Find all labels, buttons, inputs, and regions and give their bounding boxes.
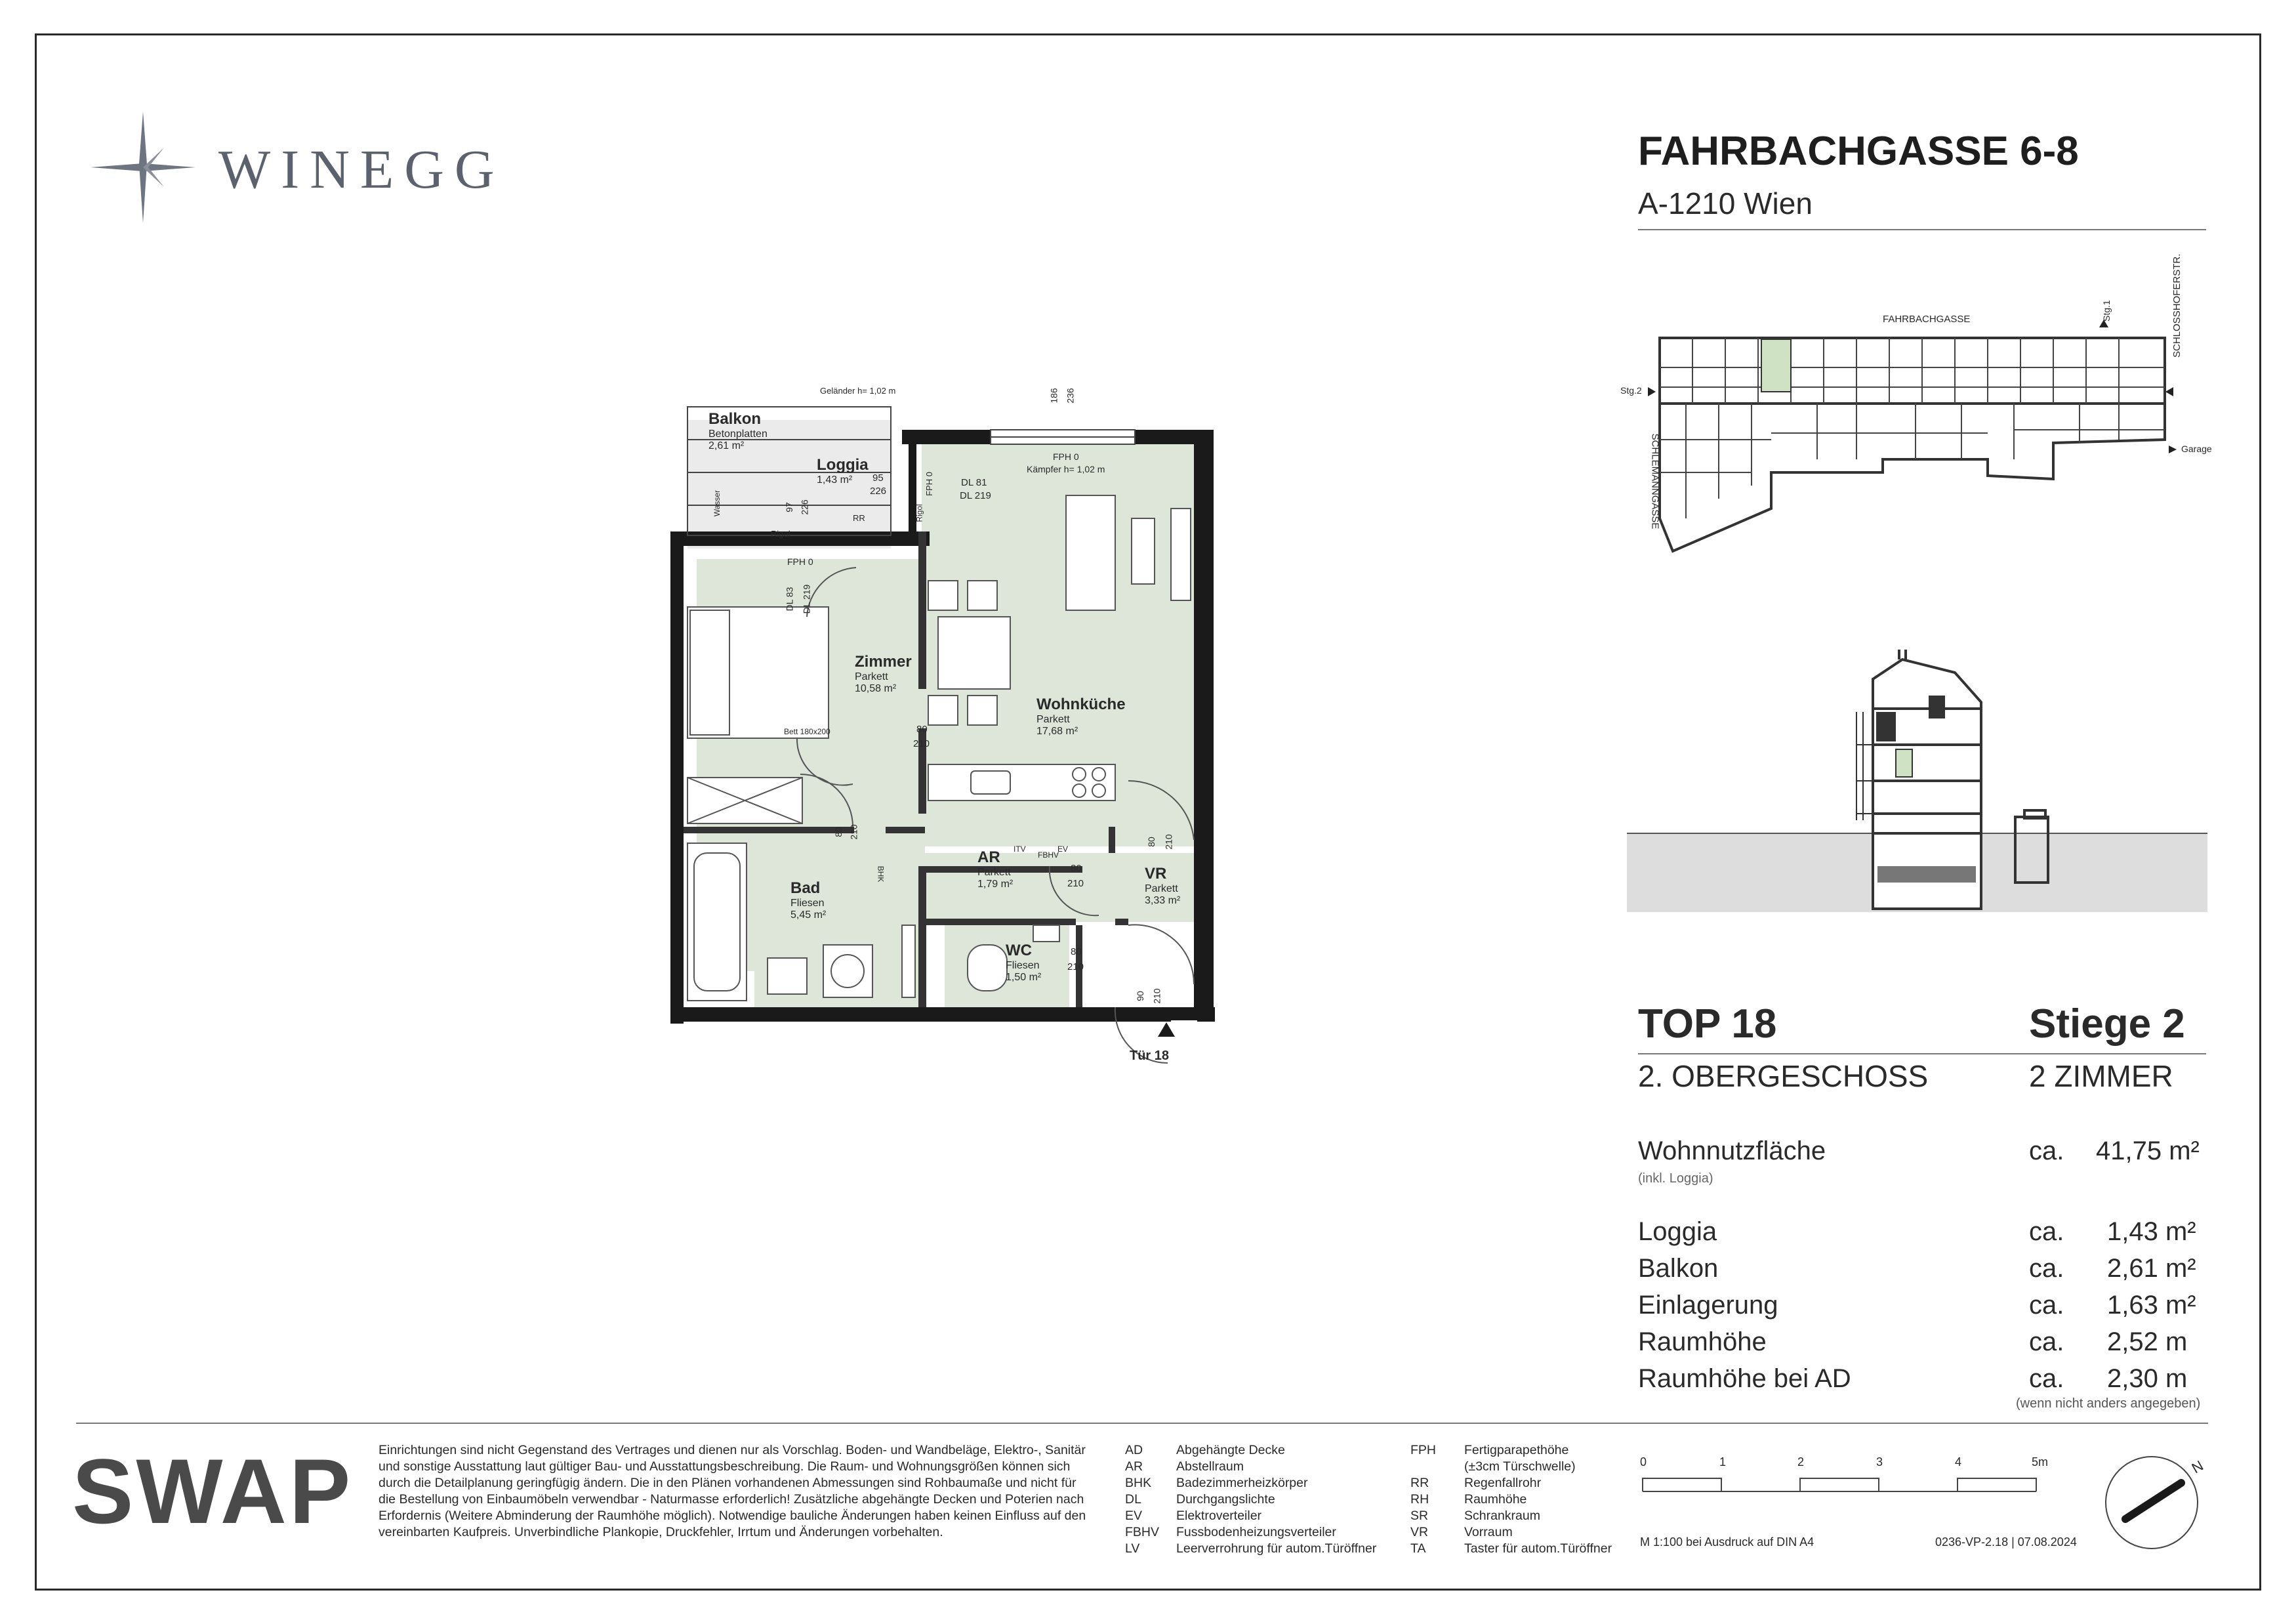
legend-row: FPH Fertigparapethöhe bbox=[1410, 1443, 1569, 1457]
building-section bbox=[1627, 650, 2211, 912]
itv-label: ITV bbox=[1014, 844, 1026, 854]
plan-id: 0236-VP-2.18 | 07.08.2024 bbox=[1935, 1535, 2077, 1549]
spec-list bbox=[1638, 1217, 2215, 1414]
unit-rooms: 2 ZIMMER bbox=[2029, 1059, 2173, 1093]
legend-row: FBHV Fussbodenheizungsverteiler bbox=[1125, 1525, 1336, 1539]
door-zimmer-w: 80 bbox=[916, 724, 928, 735]
disclaimer-line: vereinbarten Kaufpreis. Unverbindliche Plankopie, Druckfehler, Irrtum und Änderungen vorbehalten. bbox=[379, 1525, 943, 1539]
door-vr-h: 210 bbox=[1163, 834, 1174, 850]
legend-row: AR Abstellraum bbox=[1125, 1459, 1244, 1474]
dl81-label: DL 81 bbox=[961, 477, 987, 488]
dl219-label: DL 219 bbox=[960, 490, 991, 501]
city-subtitle: A-1210 Wien bbox=[1638, 186, 1813, 220]
stair-2-label: Stg.2 bbox=[1620, 385, 1642, 396]
legend-row: RH Raumhöhe bbox=[1410, 1492, 1527, 1507]
swap-logo: SWAP bbox=[72, 1440, 354, 1543]
disclaimer-line: Erfordernis (Weitere Abminderung der Raumhöhe möglich). Notwendige bauliche Änderungen haben keinen Einfluss auf den bbox=[379, 1509, 1086, 1523]
disclaimer-line: Einrichtungen sind nicht Gegenstand des Vertrages und dienen nur als Vorschlag. Boden- und Wandbeläge, Elektro-, Sanitär bbox=[379, 1443, 1086, 1457]
spec-row bbox=[1638, 1364, 2215, 1401]
legend-row: EV Elektroverteiler bbox=[1125, 1509, 1262, 1523]
spec-label: Loggia bbox=[1638, 1217, 1717, 1246]
floor-plan bbox=[656, 381, 1233, 1076]
scale-note: M 1:100 bei Ausdruck auf DIN A4 bbox=[1640, 1535, 1814, 1549]
street-label-right: SCHLOSSHOFERSTR. bbox=[2171, 253, 2183, 358]
legend-row: LV Leerverrohrung für autom.Türöffner bbox=[1125, 1541, 1377, 1556]
scale-tick-label: 5m bbox=[2032, 1455, 2049, 1468]
spec-label: Raumhöhe bbox=[1638, 1327, 1767, 1356]
living-area-ca: ca. bbox=[2029, 1136, 2064, 1165]
rigol-label: Rigol bbox=[771, 529, 790, 539]
spec-value: 1,43 m² bbox=[2107, 1217, 2196, 1246]
legend-row: AD Abgehängte Decke bbox=[1125, 1443, 1285, 1457]
legend-row: (±3cm Türschwelle) bbox=[1464, 1459, 1576, 1474]
door-vr-w: 80 bbox=[1145, 837, 1157, 847]
winegg-logo bbox=[91, 112, 517, 223]
door-bad-h: 210 bbox=[848, 824, 859, 840]
room-vr: VR Parkett 3,33 m² bbox=[1145, 865, 1181, 906]
fph-label-window: FPH 0 bbox=[1053, 451, 1079, 462]
railing-height-label: Geländer h= 1,02 m bbox=[820, 386, 896, 396]
unit-top: TOP 18 bbox=[1638, 1001, 1777, 1047]
door-zimmer-h: 210 bbox=[913, 738, 930, 749]
scale-tick-label: 1 bbox=[1719, 1455, 1727, 1468]
kaempfer-label: Kämpfer h= 1,02 m bbox=[1027, 464, 1105, 474]
legend-row: RR Regenfallrohr bbox=[1410, 1476, 1542, 1490]
entry-door-label: Tür 18 bbox=[1130, 1049, 1170, 1063]
dl83-label: DL 83 bbox=[784, 587, 795, 612]
site-plan bbox=[1620, 253, 2230, 564]
disclaimer-line: durch die Detailplanung geringfügig ändern. Die in den Plänen vorhandenen Abmessungen sind Rohbaumaße und nicht für bbox=[379, 1476, 1076, 1490]
balkon-dim-226: 226 bbox=[799, 499, 810, 515]
legend-row: SR Schrankraum bbox=[1410, 1509, 1540, 1523]
disclaimer-line: die Bestellung von Einbaumöbeln verwendbar - Naturmasse erforderlich! Zusätzliche abgehängte Decken und Poterien nach bbox=[379, 1492, 1084, 1507]
legend-col-1 bbox=[1125, 1442, 1376, 1557]
wasser-label: Wasser bbox=[712, 489, 722, 517]
legend-col-2 bbox=[1410, 1442, 1612, 1557]
unit-stiege: Stiege 2 bbox=[2029, 1001, 2185, 1047]
rigol-label-2: Rigol bbox=[914, 504, 924, 522]
disclaimer-line: und sonstige Ausstattung laut gültiger Bau- und Ausstattungsbeschreibung. Die Raum- und Wohnungsgrößen können sich bbox=[379, 1459, 1071, 1474]
room-ar: AR Parkett 1,79 m² bbox=[977, 848, 1014, 890]
north-arrow bbox=[2102, 1453, 2206, 1552]
header-rule bbox=[1638, 229, 2206, 230]
scale-tick-label: 0 bbox=[1640, 1455, 1647, 1468]
spec-label: Raumhöhe bei AD bbox=[1638, 1364, 1851, 1393]
scale-bar bbox=[1640, 1455, 2060, 1528]
fph0-vertical: FPH 0 bbox=[924, 472, 934, 496]
legend-row: BHK Badezimmerheizkörper bbox=[1125, 1476, 1308, 1490]
room-loggia: Loggia 1,43 m² bbox=[817, 456, 869, 486]
unit-floor: 2. OBERGESCHOSS bbox=[1638, 1059, 1929, 1093]
room-balkon: Balkon Betonplatten 2,61 m² bbox=[708, 410, 768, 451]
compass-star-icon bbox=[91, 112, 195, 223]
dl219-vertical: DL 219 bbox=[801, 584, 812, 614]
door-entry-w: 90 bbox=[1134, 991, 1145, 1001]
door-wc-w: 80 bbox=[1071, 946, 1082, 957]
legend-row: VR Vorraum bbox=[1410, 1525, 1513, 1539]
room-bad: Bad Fliesen 5,45 m² bbox=[790, 879, 827, 921]
room-wc: WC Fliesen 1,50 m² bbox=[1006, 942, 1042, 983]
spec-ca: ca. bbox=[2029, 1217, 2064, 1246]
ev-label: EV bbox=[1057, 844, 1069, 854]
entry-arrow-icon bbox=[1158, 1022, 1175, 1037]
door-wc-h: 210 bbox=[1067, 961, 1084, 972]
room-zimmer: Zimmer Parkett 10,58 m² bbox=[855, 653, 912, 694]
door-bad-w: 80 bbox=[832, 827, 844, 837]
footer-rule bbox=[76, 1423, 2208, 1424]
loggia-dim-95: 95 bbox=[872, 472, 884, 484]
window-dim-186: 186 bbox=[1048, 388, 1059, 404]
garage-label: Garage bbox=[2181, 444, 2212, 454]
street-label-top: FAHRBACHGASSE bbox=[1883, 314, 1971, 325]
door-entry-h: 210 bbox=[1151, 988, 1162, 1004]
spec-label: Einlagerung bbox=[1638, 1291, 1778, 1320]
bhk-label: BHK bbox=[876, 865, 886, 883]
room-wohnkueche: Wohnküche Parkett 17,68 m² bbox=[1036, 696, 1126, 737]
rr-label: RR bbox=[853, 513, 865, 523]
legend-row: DL Durchgangslichte bbox=[1125, 1492, 1275, 1507]
spec-value: 2,61 m² bbox=[2107, 1254, 2196, 1283]
living-area-note: (inkl. Loggia) bbox=[1638, 1171, 1713, 1186]
spec-ca: ca. bbox=[2029, 1364, 2064, 1393]
living-area-label: Wohnnutzfläche bbox=[1638, 1136, 1826, 1165]
logo-text: WINEGG bbox=[218, 139, 505, 200]
loggia-dim-226: 226 bbox=[870, 486, 887, 497]
door-ar-h: 210 bbox=[1067, 878, 1084, 889]
scale-tick-label: 2 bbox=[1797, 1455, 1805, 1468]
balkon-dim-97: 97 bbox=[783, 502, 794, 512]
stair-1-label: Stg.1 bbox=[2101, 300, 2112, 322]
spec-ca: ca. bbox=[2029, 1327, 2064, 1356]
specs-note: (wenn nicht anders angegeben) bbox=[2016, 1396, 2201, 1411]
spec-row bbox=[1638, 1217, 2215, 1254]
scale-tick-label: 4 bbox=[1955, 1455, 1962, 1468]
north-arrow-icon bbox=[2102, 1453, 2201, 1552]
legend-row: TA Taster für autom.Türöffner bbox=[1410, 1541, 1612, 1556]
spec-label: Balkon bbox=[1638, 1254, 1719, 1283]
fph0-zimmer: FPH 0 bbox=[787, 556, 813, 567]
north-label: N bbox=[2188, 1457, 2206, 1477]
scale-graphic bbox=[1641, 1475, 2048, 1495]
spec-ca: ca. bbox=[2029, 1254, 2064, 1283]
spec-value: 2,52 m bbox=[2107, 1327, 2188, 1356]
spec-value: 2,30 m bbox=[2107, 1364, 2188, 1393]
site-highlight-unit bbox=[1761, 339, 1791, 392]
street-title: FAHRBACHGASSE 6-8 bbox=[1638, 129, 2079, 174]
fbhv-label: FBHV bbox=[1038, 850, 1059, 860]
scale-tick-label: 3 bbox=[1876, 1455, 1883, 1468]
bed-size-label: Bett 180x200 bbox=[784, 727, 830, 736]
unit-rule bbox=[1638, 1053, 2206, 1054]
disclaimer bbox=[379, 1442, 1113, 1541]
window-dim-236: 236 bbox=[1065, 388, 1076, 404]
spec-row bbox=[1638, 1254, 2215, 1291]
spec-row bbox=[1638, 1327, 2215, 1364]
spec-ca: ca. bbox=[2029, 1291, 2064, 1320]
living-area-value: 41,75 m² bbox=[2096, 1136, 2200, 1165]
door-ar-w: 80 bbox=[1071, 863, 1082, 874]
spec-row bbox=[1638, 1291, 2215, 1327]
street-label-left: SCHLEMANNGASSE bbox=[1649, 433, 1661, 530]
spec-value: 1,63 m² bbox=[2107, 1291, 2196, 1320]
